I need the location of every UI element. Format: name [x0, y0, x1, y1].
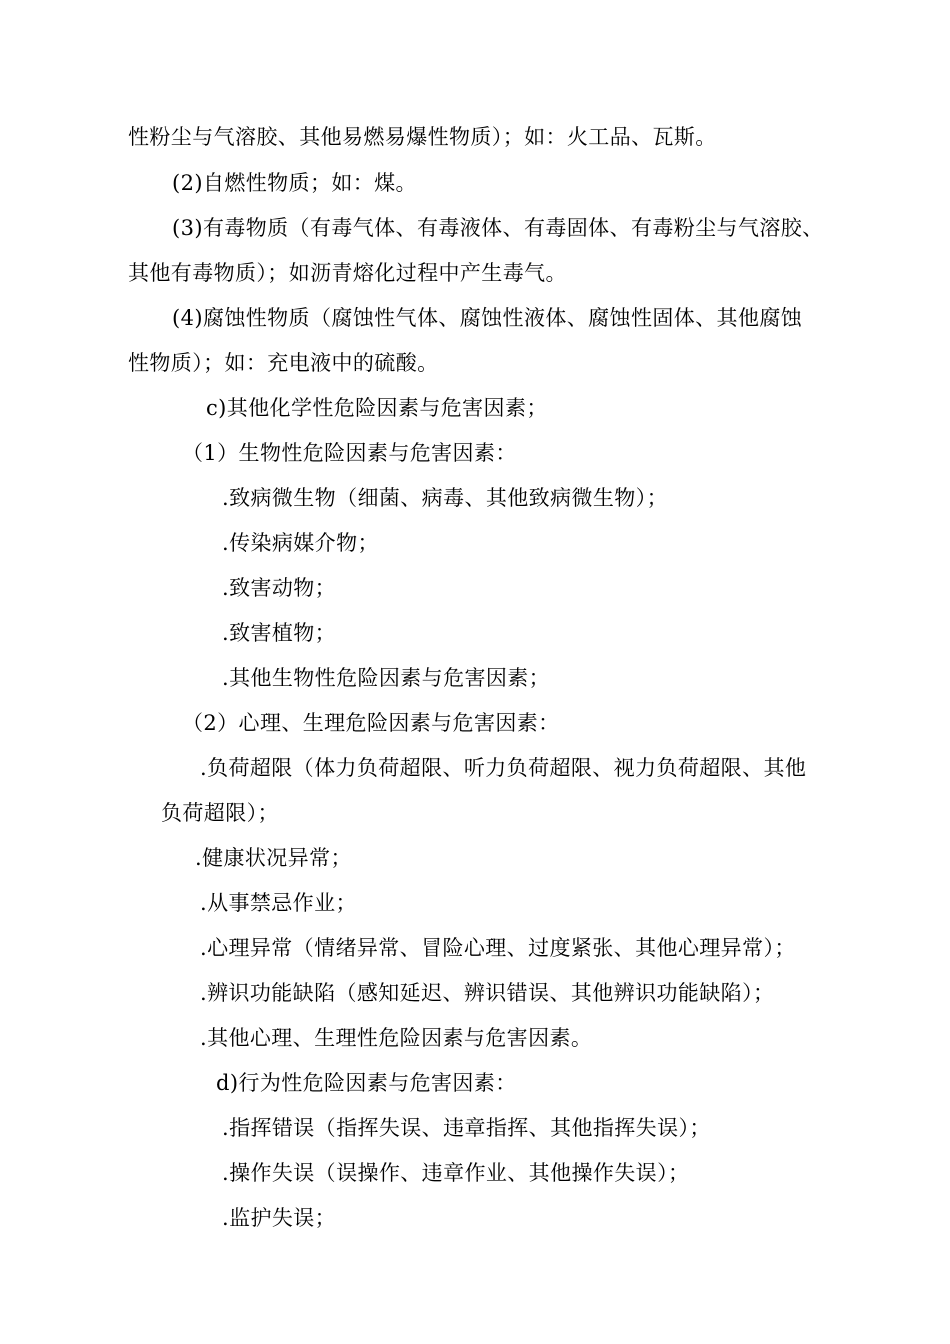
list-item: .辨识功能缺陷（感知延迟、辨识错误、其他辨识功能缺陷）；	[200, 981, 775, 1005]
text-line: (2)自燃性物质；如：煤。	[172, 171, 417, 195]
list-item: .致病微生物（细菌、病毒、其他致病微生物）；	[222, 486, 668, 510]
subsection-heading: （2）心理、生理危险因素与危害因素：	[182, 711, 560, 735]
list-item: .心理异常（情绪异常、冒险心理、过度紧张、其他心理异常）；	[200, 936, 796, 960]
list-item: .健康状况异常；	[195, 846, 352, 870]
subsection-heading: （1）生物性危险因素与危害因素：	[182, 441, 517, 465]
list-item: .负荷超限（体力负荷超限、听力负荷超限、视力负荷超限、其他	[200, 756, 807, 780]
text-line: (4)腐蚀性物质（腐蚀性气体、腐蚀性液体、腐蚀性固体、其他腐蚀	[172, 306, 803, 330]
list-item: .操作失误（误操作、违章作业、其他操作失误）；	[222, 1161, 690, 1185]
text-line: 性粉尘与气溶胶、其他易燃易爆性物质）；如：火工品、瓦斯。	[128, 125, 717, 149]
list-item: .其他心理、生理性危险因素与危害因素。	[200, 1026, 593, 1050]
section-heading: c)其他化学性危险因素与危害因素；	[206, 396, 548, 420]
list-item-continuation: 负荷超限）；	[161, 801, 279, 825]
text-line: 其他有毒物质）；如沥青熔化过程中产生毒气。	[128, 261, 567, 285]
list-item: .致害动物；	[222, 576, 337, 600]
list-item: .其他生物性危险因素与危害因素；	[222, 666, 551, 690]
section-heading: d)行为性危险因素与危害因素：	[216, 1071, 517, 1095]
list-item: .从事禁忌作业；	[200, 891, 357, 915]
list-item: .监护失误；	[222, 1206, 337, 1230]
text-line: 性物质）；如：充电液中的硫酸。	[128, 351, 439, 375]
list-item: .致害植物；	[222, 621, 337, 645]
list-item: .传染病媒介物；	[222, 531, 379, 555]
text-line: (3)有毒物质（有毒气体、有毒液体、有毒固体、有毒粉尘与气溶胶、	[172, 216, 824, 240]
list-item: .指挥错误（指挥失误、违章指挥、其他指挥失误）；	[222, 1116, 711, 1140]
